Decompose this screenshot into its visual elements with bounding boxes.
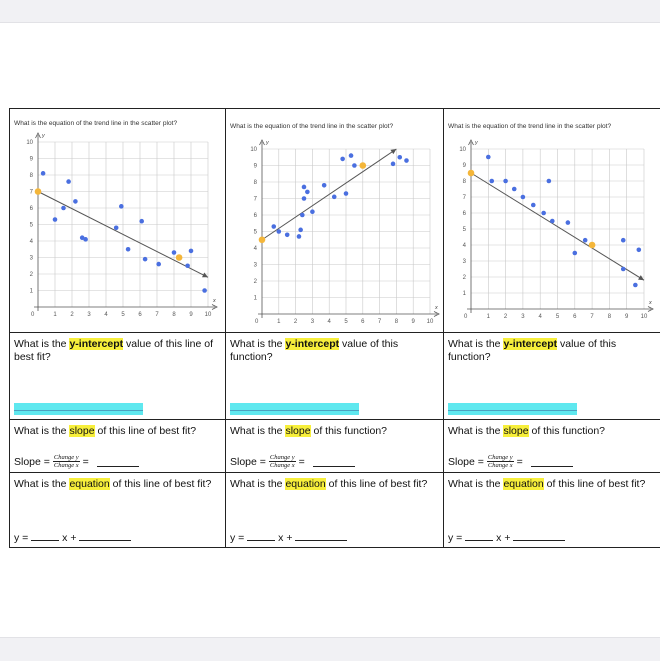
data-point (143, 257, 148, 262)
y-intercept-cell-1 (10, 333, 226, 420)
data-point (185, 263, 190, 268)
y-intercept-question: What is the y-intercept value of this function? (444, 333, 660, 363)
slope-question: What is the slope of this line of best fit? (10, 420, 225, 438)
data-point (119, 204, 124, 209)
data-point (189, 249, 194, 254)
highlight-point (259, 236, 266, 243)
slope-question: What is the slope of this function? (444, 420, 660, 438)
data-point (340, 157, 345, 162)
data-point (512, 187, 517, 192)
graph-cell-3 (444, 109, 660, 333)
intercept-blank[interactable] (79, 531, 131, 541)
y-tick-label: 8 (30, 173, 34, 179)
x-tick-label: 7 (378, 319, 382, 325)
x-tick-label: 1 (53, 312, 57, 318)
y-intercept-answer-box[interactable] (448, 403, 577, 415)
y-tick-label: 7 (463, 195, 467, 201)
y-tick-label: 5 (30, 223, 34, 229)
origin-label: 0 (31, 312, 35, 318)
equation-cell-2 (226, 473, 444, 548)
data-point (566, 220, 571, 225)
highlight-point (176, 254, 183, 261)
equation-formula: y = x + (448, 531, 565, 544)
slope-answer-blank[interactable] (313, 457, 355, 467)
equation-question: What is the equation of this line of best fit? (444, 473, 660, 491)
data-point (298, 228, 303, 233)
x-tick-label: 2 (504, 314, 508, 320)
highlight-point (360, 162, 367, 169)
slope-answer-blank[interactable] (531, 457, 573, 467)
y-tick-label: 6 (463, 211, 467, 217)
x-tick-label: 3 (87, 312, 91, 318)
graph-title: What is the equation of the trend line in the scatter plot? (230, 123, 393, 130)
y-intercept-row (10, 333, 660, 420)
y-tick-label: 7 (254, 197, 258, 203)
x-tick-label: 6 (573, 314, 577, 320)
y-tick-label: 5 (254, 230, 258, 236)
x-tick-label: 4 (104, 312, 108, 318)
y-axis-letter: y (474, 140, 479, 146)
intercept-blank[interactable] (513, 531, 565, 541)
data-point (352, 163, 357, 168)
y-intercept-question: What is the y-intercept value of this line of best fit? (10, 333, 225, 363)
x-tick-label: 10 (641, 314, 648, 320)
slope-blank[interactable] (465, 531, 493, 541)
data-point (531, 203, 536, 208)
intercept-blank[interactable] (295, 531, 347, 541)
y-tick-label: 10 (250, 147, 257, 153)
data-point (61, 206, 66, 211)
data-point (621, 267, 626, 272)
data-point (621, 238, 626, 243)
worksheet-table (9, 108, 660, 548)
equation-question: What is the equation of this line of best fit? (226, 473, 443, 491)
data-point (302, 196, 307, 201)
y-axis-letter: y (41, 133, 46, 139)
y-tick-label: 1 (463, 291, 467, 297)
equation-formula: y = x + (14, 531, 131, 544)
data-point (521, 195, 526, 200)
equation-row (10, 473, 660, 548)
data-point (550, 219, 555, 224)
data-point (637, 248, 642, 253)
x-tick-label: 9 (189, 312, 193, 318)
scatter-plot-1 (10, 109, 226, 333)
highlight-point (468, 170, 475, 177)
x-tick-label: 5 (121, 312, 125, 318)
y-tick-label: 2 (30, 272, 34, 278)
y-intercept-answer-box[interactable] (14, 403, 143, 415)
y-axis-letter: y (265, 140, 270, 146)
slope-row (10, 420, 660, 473)
x-tick-label: 10 (205, 312, 212, 318)
data-point (66, 179, 71, 184)
graph-cell-1 (10, 109, 226, 333)
x-tick-label: 1 (487, 314, 491, 320)
slope-cell-2 (226, 420, 444, 473)
top-bar (0, 0, 660, 23)
equation-question: What is the equation of this line of best fit? (10, 473, 225, 491)
x-tick-label: 8 (172, 312, 176, 318)
data-point (344, 191, 349, 196)
y-intercept-question: What is the y-intercept value of this function? (226, 333, 443, 363)
y-tick-label: 4 (30, 239, 34, 245)
x-tick-label: 10 (427, 319, 434, 325)
data-point (202, 288, 207, 293)
x-tick-label: 2 (294, 319, 298, 325)
grid (471, 149, 644, 309)
slope-fraction: $\frac{\text{Change y}}{\text{Change x}}$ (53, 454, 80, 469)
data-point (83, 237, 88, 242)
x-tick-label: 1 (277, 319, 281, 325)
data-point (310, 209, 315, 214)
y-tick-label: 9 (463, 163, 467, 169)
y-tick-label: 6 (254, 213, 258, 219)
slope-formula: Slope = $\frac{\text{Change y}}{\text{Change x}}$ = (14, 454, 139, 469)
x-tick-label: 4 (539, 314, 543, 320)
x-tick-label: 8 (395, 319, 399, 325)
x-tick-label: 7 (590, 314, 594, 320)
x-tick-label: 6 (138, 312, 142, 318)
y-intercept-cell-2 (226, 333, 444, 420)
data-point (302, 185, 307, 190)
data-point (404, 158, 409, 163)
y-tick-label: 1 (30, 289, 34, 295)
data-point (583, 238, 588, 243)
y-tick-label: 3 (254, 263, 258, 269)
data-point (397, 155, 402, 160)
data-point (349, 153, 354, 158)
data-point (547, 179, 552, 184)
scatter-plot-3 (444, 109, 660, 333)
slope-answer-blank[interactable] (97, 457, 139, 467)
slope-question: What is the slope of this function? (226, 420, 443, 438)
highlight-point (35, 188, 42, 195)
data-point (573, 251, 578, 256)
y-tick-label: 9 (30, 157, 34, 163)
highlight-point (589, 242, 596, 249)
y-tick-label: 3 (463, 259, 467, 265)
data-point (305, 190, 310, 195)
data-point (271, 224, 276, 229)
data-point (41, 171, 46, 176)
trend-line-arrow (390, 149, 396, 154)
slope-fraction: $\frac{\text{Change y}}{\text{Change x}}$ (269, 454, 296, 469)
grid (262, 149, 430, 314)
data-point (391, 162, 396, 167)
y-tick-label: 9 (254, 164, 258, 170)
x-tick-label: 7 (155, 312, 159, 318)
data-point (541, 211, 546, 216)
origin-label: 0 (464, 314, 468, 320)
y-tick-label: 6 (30, 206, 34, 212)
data-point (486, 155, 491, 160)
x-tick-label: 9 (625, 314, 629, 320)
y-tick-label: 3 (30, 256, 34, 262)
x-axis-letter: x (648, 300, 652, 306)
y-tick-label: 8 (254, 180, 258, 186)
y-tick-label: 1 (254, 296, 258, 302)
equation-cell-3 (444, 473, 660, 548)
x-tick-label: 5 (344, 319, 348, 325)
slope-blank[interactable] (31, 531, 59, 541)
x-tick-label: 2 (70, 312, 74, 318)
graph-title: What is the equation of the trend line in the scatter plot? (14, 120, 177, 127)
data-point (285, 233, 290, 238)
data-point (73, 199, 78, 204)
y-tick-label: 7 (30, 190, 34, 196)
y-tick-label: 5 (463, 227, 467, 233)
y-tick-label: 4 (254, 246, 258, 252)
data-point (126, 247, 131, 252)
x-axis-letter: x (434, 305, 438, 311)
data-point (633, 283, 638, 288)
data-point (139, 219, 144, 224)
slope-cell-3 (444, 420, 660, 473)
y-tick-label: 2 (254, 279, 258, 285)
x-tick-label: 8 (608, 314, 612, 320)
graph-cell-2 (226, 109, 444, 333)
data-point (156, 262, 161, 267)
slope-formula: Slope = $\frac{\text{Change y}}{\text{Change x}}$ = (448, 454, 573, 469)
slope-blank[interactable] (247, 531, 275, 541)
x-tick-label: 9 (412, 319, 416, 325)
trend-line-arrow (638, 275, 644, 280)
equation-formula: y = x + (230, 531, 347, 544)
data-point (297, 234, 302, 239)
scatter-plot-2 (226, 109, 444, 333)
slope-fraction: $\frac{\text{Change y}}{\text{Change x}}$ (487, 454, 514, 469)
x-axis-letter: x (212, 298, 216, 304)
data-point (322, 183, 327, 188)
graph-row (10, 109, 660, 333)
data-point (53, 217, 58, 222)
equation-cell-1 (10, 473, 226, 548)
y-tick-label: 4 (463, 243, 467, 249)
y-intercept-cell-3 (444, 333, 660, 420)
slope-formula: Slope = $\frac{\text{Change y}}{\text{Change x}}$ = (230, 454, 355, 469)
data-point (300, 213, 305, 218)
graph-title: What is the equation of the trend line in the scatter plot? (448, 123, 611, 130)
x-tick-label: 3 (311, 319, 315, 325)
x-tick-label: 5 (556, 314, 560, 320)
slope-cell-1 (10, 420, 226, 473)
bottom-bar (0, 637, 660, 661)
data-point (489, 179, 494, 184)
x-tick-label: 3 (521, 314, 525, 320)
data-point (172, 250, 177, 255)
data-point (277, 229, 282, 234)
data-point (503, 179, 508, 184)
origin-label: 0 (255, 319, 259, 325)
x-tick-label: 6 (361, 319, 365, 325)
y-tick-label: 2 (463, 275, 467, 281)
y-intercept-answer-box[interactable] (230, 403, 359, 415)
y-tick-label: 8 (463, 179, 467, 185)
x-tick-label: 4 (328, 319, 332, 325)
y-tick-label: 10 (459, 147, 466, 153)
y-tick-label: 10 (26, 140, 33, 146)
grid (38, 142, 208, 307)
data-point (332, 195, 337, 200)
data-point (114, 226, 119, 231)
